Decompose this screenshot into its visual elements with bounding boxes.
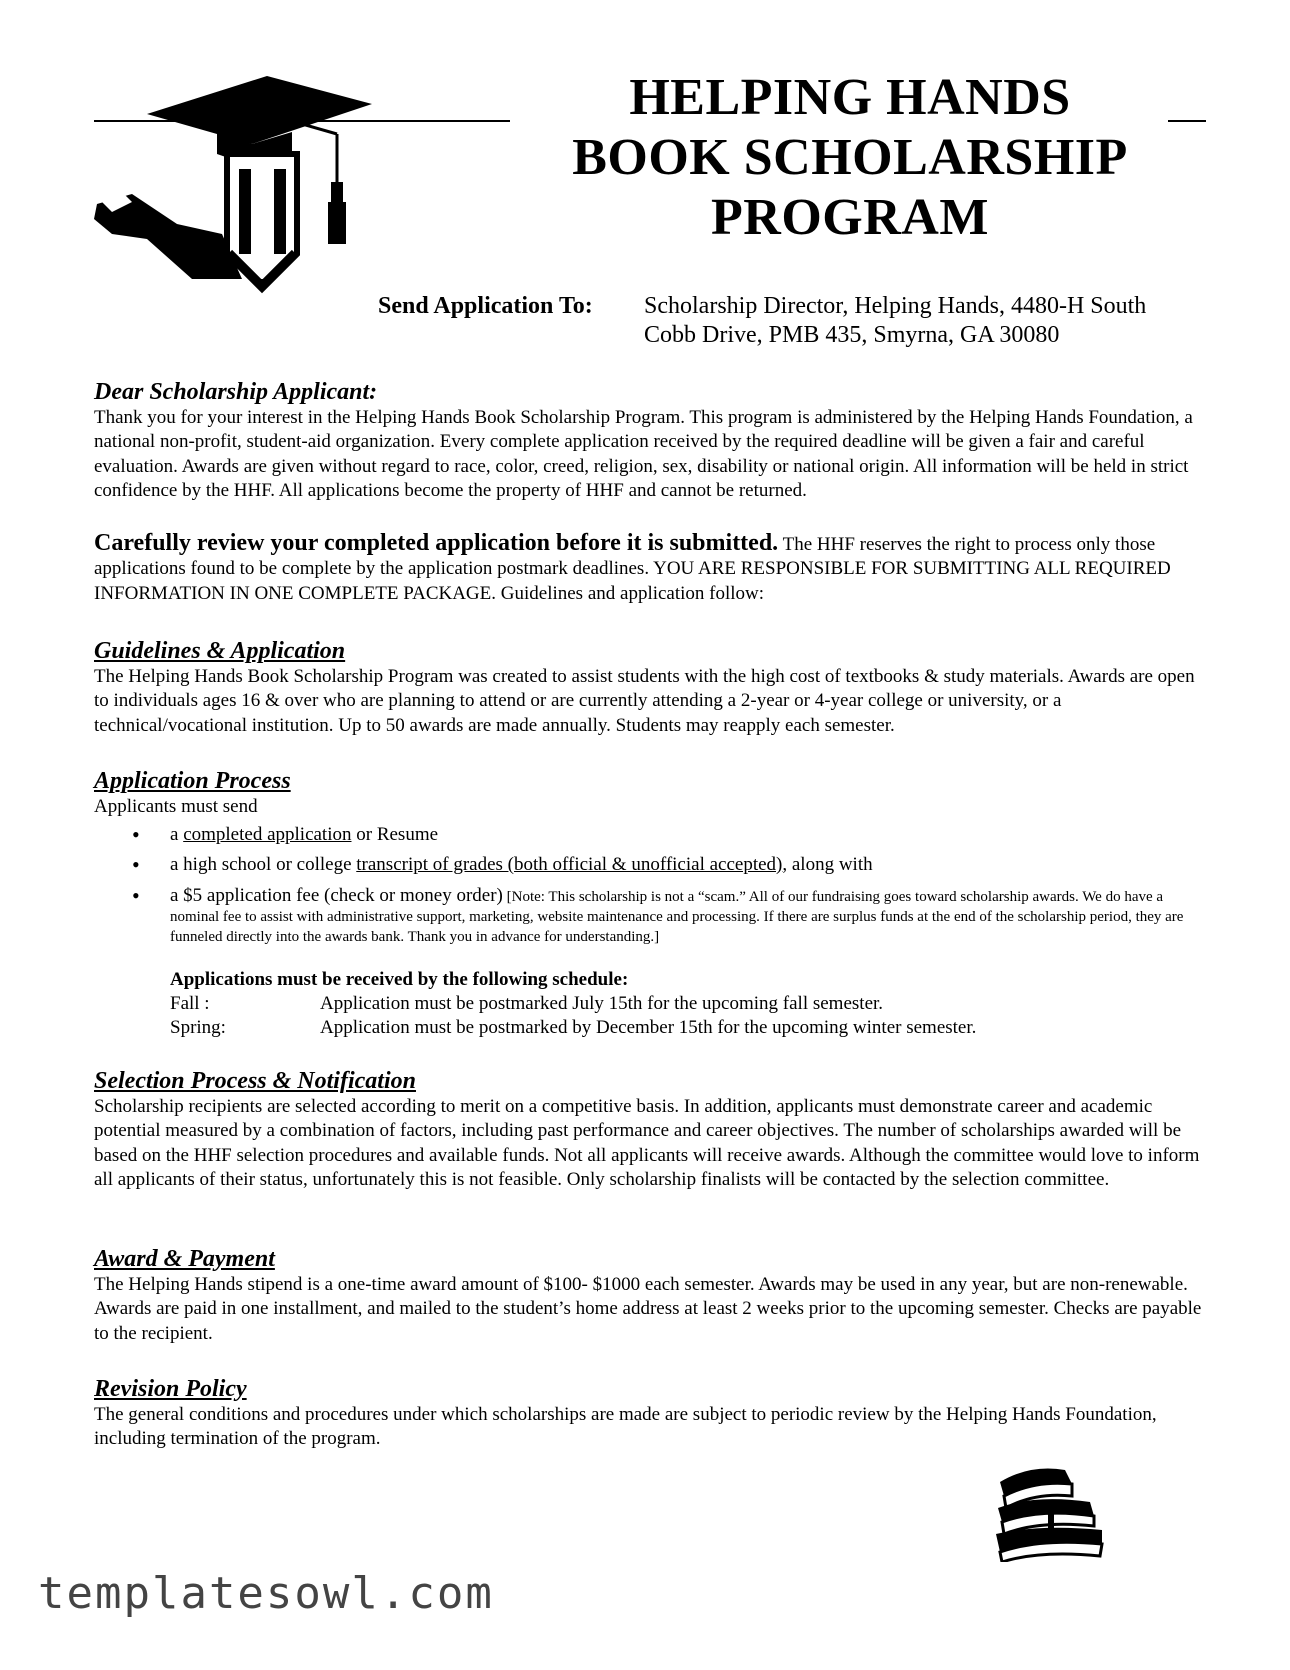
transcript-link[interactable]: transcript of grades (both official & unofficial accepted) <box>356 854 783 875</box>
watermark: templatesowl.com <box>38 1568 494 1619</box>
list-item <box>130 820 1210 850</box>
graduation-pencil-icon <box>92 74 392 310</box>
completed-application-link[interactable]: completed application <box>183 824 352 845</box>
fee-note: [Note: This scholarship is not a “scam.” All of our fundraising goes toward scholarship awards. We do have a nominal fee to assist with administrative support, marketing, website maintenance and processing. If there are surplus funds at the end of the scholarship period, they are funneled directly into the awards bank. Thank you in advance for understanding.] <box>170 889 1184 945</box>
guidelines-section <box>94 637 1214 738</box>
fall-label: Fall : <box>170 993 210 1014</box>
title-line-2: BOOK SCHOLARSHIP <box>572 129 1128 186</box>
fall-text: Application must be postmarked July 15th for the upcoming fall semester. <box>320 993 884 1014</box>
revision-text: The general conditions and procedures under which scholarships are made are subject to periodic review by the Helping Hands Foundation, including termination of the program. <box>94 1404 1157 1450</box>
requirements-list <box>130 820 1210 947</box>
bullet-icon: • <box>132 852 140 877</box>
revision-heading: Revision Policy <box>94 1376 247 1402</box>
award-section <box>94 1245 1214 1346</box>
title-line-3: PROGRAM <box>711 189 989 246</box>
schedule <box>170 968 1170 1040</box>
fee-text: a $5 application fee (check or money order) <box>170 885 503 906</box>
schedule-heading: Applications must be received by the following schedule: <box>170 969 629 990</box>
schedule-row-spring <box>170 1016 1170 1040</box>
review-section <box>94 531 1214 606</box>
send-address <box>644 292 1204 350</box>
schedule-row-fall <box>170 992 1170 1016</box>
address-line-2: Cobb Drive, PMB 435, Smyrna, GA 30080 <box>644 322 1060 348</box>
bullet-icon: • <box>132 822 140 847</box>
guidelines-text: The Helping Hands Book Scholarship Program was created to assist students with the high cost of textbooks & study materials. Awards are open to individuals ages 16 & over who are planning to attend or are currently attending a 2-year or 4-year college or university, or a technical/vocational institution. Up to 50 awards are made annually. Students may reapply each semester. <box>94 666 1195 736</box>
bullet-icon: • <box>132 883 140 908</box>
award-heading: Award & Payment <box>94 1246 275 1272</box>
award-text: The Helping Hands stipend is a one-time award amount of $100- $1000 each semester. Awards may be used in any year, but are non-renewable. Awards are paid in one installment, and mailed to the student’s home address at least 2 weeks prior to the upcoming semester. Checks are payable to the recipient. <box>94 1274 1202 1344</box>
guidelines-heading: Guidelines & Application <box>94 638 346 664</box>
intro-paragraph: Thank you for your interest in the Helping Hands Book Scholarship Program. This program is administered by the Helping Hands Foundation, a national non-profit, student-aid organization. Every complete application received by the required deadline will be given a fair and careful evaluation. Awards are given without regard to race, color, creed, religion, sex, disability or national origin. All information will be held in strict confidence by the HHF. All applications become the property of HHF and cannot be returned. <box>94 407 1193 501</box>
bullet-text: a <box>170 824 184 845</box>
selection-text: Scholarship recipients are selected according to merit on a competitive basis. In addition, applicants must demonstrate career and academic potential measured by a combination of factors, including past performance and career objectives. The number of scholarships awarded will be based on the HHF selection procedures and available funds. Not all applicants will receive awards. Although the committee would love to inform all applicants of their status, unfortunately this is not feasible. Only scholarship finalists will be contacted by the selection committee. <box>94 1096 1200 1190</box>
title-line-1: HELPING HANDS <box>629 69 1071 126</box>
bullet-text: a high school or college <box>170 854 357 875</box>
salutation: Dear Scholarship Applicant: <box>94 379 378 405</box>
review-rest: The HHF reserves the right to process only those applications found to be complete by the application postmark deadlines. YOU ARE RESPONSIBLE FOR SUBMITTING ALL REQUIRED INFORMATION IN ONE COMPLETE PACKAGE. Guidelines and application follow: <box>94 534 1171 604</box>
selection-heading: Selection Process & Notification <box>94 1068 416 1094</box>
process-intro: Applicants must send <box>94 796 258 817</box>
revision-section <box>94 1375 1214 1452</box>
list-item <box>130 883 1210 947</box>
books-icon <box>990 1462 1110 1562</box>
spring-text: Application must be postmarked by December 15th for the upcoming winter semester. <box>320 1017 977 1038</box>
page-title <box>520 68 1180 248</box>
review-lead: Carefully review your completed application before it is submitted. <box>94 530 779 556</box>
selection-section <box>94 1067 1214 1192</box>
address-line-1: Scholarship Director, Helping Hands, 4480-H South <box>644 293 1147 319</box>
intro-section <box>94 378 1214 503</box>
process-section <box>94 767 1214 819</box>
bullet-text: or Resume <box>351 824 439 845</box>
spring-label: Spring: <box>170 1017 226 1038</box>
list-item <box>130 850 1210 880</box>
send-application-label: Send Application To: <box>378 293 593 319</box>
bullet-text: , along with <box>782 854 873 875</box>
process-heading: Application Process <box>94 768 291 794</box>
